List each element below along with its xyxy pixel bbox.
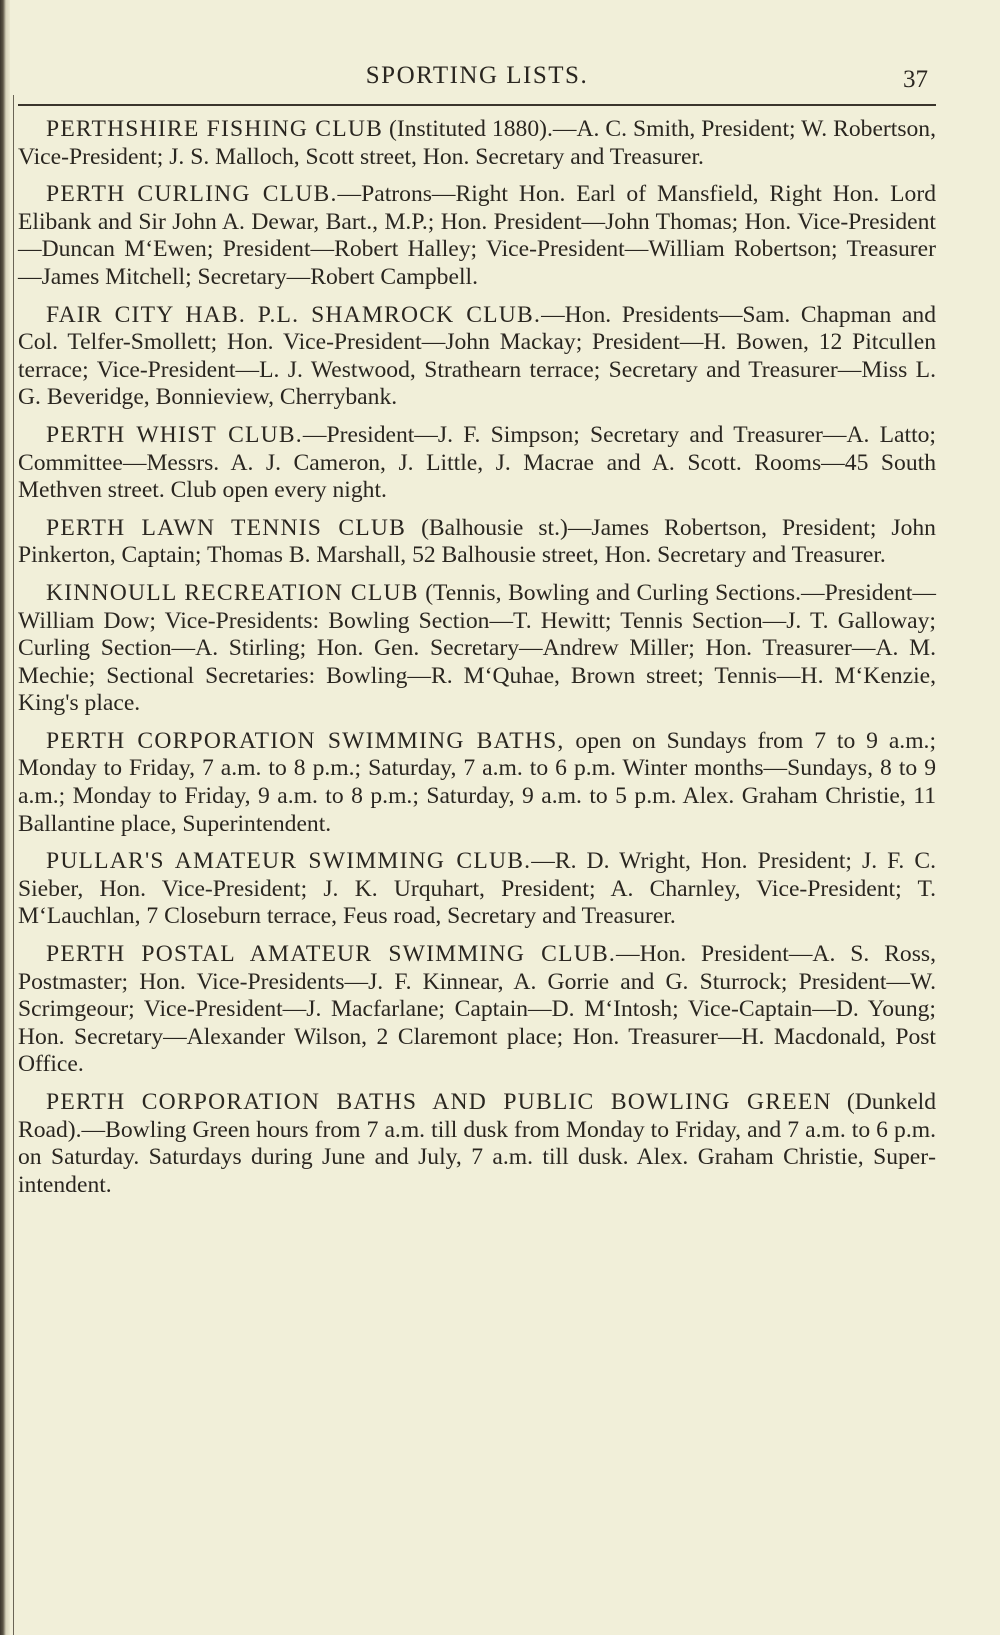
club-name: FAIR CITY HAB. P.L. SHAMROCK CLUB.	[46, 301, 542, 328]
club-details: open on Sundays from 7 to 9 a.m.; Monday to Friday, 7 a.m. to 8 p.m.; Saturday, 7 a.m. to 6 p.m. Winter months—Sundays, 8 to 9 a.m.; Monday to Friday, 9 a.m. to 8 p.m.; Saturday, 9 a.m. to 5 p.m. Alex. Graham Christie, 11 Ballantine place, Superintendent.	[18, 727, 936, 837]
club-entry-perth-lawn-tennis	[18, 515, 936, 570]
club-details: —Patrons—Right Hon. Earl of Mansfield, Right Hon. Lord Elibank and Sir John A. Dewar, Bart., M.P.; Hon. President—John Thomas; Hon. Vice-President—Duncan M‘Ewen; President—Robert Halley; Vice-President—William Robertson; Treasurer—James Mitchell; Secretary—Robert Campbell.	[18, 181, 936, 290]
running-title: SPORTING LISTS.	[365, 62, 589, 89]
club-entry-fair-city-shamrock	[18, 302, 936, 412]
club-name: PERTH CORPORATION SWIMMING BATHS,	[46, 727, 565, 754]
club-list	[18, 116, 936, 1209]
club-name: KINNOULL RECREATION CLUB	[46, 579, 419, 606]
club-details: —President—J. F. Simpson; Secretary and Treasurer—A. Latto; Committee—Messrs. A. J. Cameron, J. Little, J. Macrae and A. Scott. Rooms—45 South Methven street. Club open every night.	[18, 421, 936, 504]
club-entry-kinnoull-recreation	[18, 580, 936, 718]
club-details: (Dunkeld Road).—Bowling Green hours from 7 a.m. till dusk from Monday to Friday, and 7 a.m. to 6 p.m. on Saturday. Saturdays during June and July, 7 a.m. till dusk. Alex. Graham Christie, Superintendent.	[18, 1089, 937, 1198]
page-binding-edge	[0, 0, 10, 1635]
club-entry-postal-swimming	[18, 941, 936, 1079]
club-details: (Tennis, Bowling and Curling Sections.—President—William Dow; Vice-Presidents: Bowling Section—T. Hewitt; Tennis Section—J. T. Galloway; Curling Section—A. Stirling; Hon. Gen. Secretary—Andrew Miller; Hon. Treasurer—A. M. Mechie; Sectional Secretaries: Bowling—R. M‘Quhae, Brown street; Tennis—H. M‘Kenzie, King's place.	[18, 579, 936, 717]
club-name: PERTH POSTAL AMATEUR SWIMMING CLUB.	[46, 941, 616, 968]
club-entry-perthshire-fishing	[18, 116, 936, 171]
club-entry-corporation-baths-bowling	[18, 1089, 936, 1199]
club-name: PERTH WHIST CLUB.	[46, 421, 303, 448]
club-details: —R. D. Wright, Hon. President; J. F. C. Sieber, Hon. Vice-President; J. K. Urquhart, President; A. Charnley, Vice-President; T. M‘Lauchlan, 7 Closeburn terrace, Feus road, Secretary and Treasurer.	[18, 848, 936, 930]
running-head	[18, 62, 936, 102]
club-details: —Hon. Presidents—Sam. Chapman and Col. Telfer-Smollett; Hon. Vice-President—John Mackay; President—H. Bowen, 12 Pitcullen terrace; Vice-President—L. J. Westwood, Strathearn terrace; Secretary and Treasurer—Miss L. G. Beveridge, Bonnieview, Cherrybank.	[18, 301, 936, 411]
club-entry-perth-whist	[18, 422, 936, 505]
club-name: PULLAR'S AMATEUR SWIMMING CLUB.	[46, 848, 532, 875]
club-entry-corporation-swimming-baths	[18, 728, 936, 838]
club-details: —Hon. President—A. S. Ross, Postmaster; Hon. Vice-Presidents—J. F. Kinnear, A. Gorrie and G. Sturrock; President—W. Scrimgeour; Vice-President—J. Macfarlane; Captain—D. M‘Intosh; Vice-Captain—D. Young; Hon. Secretary—Alexander Wilson, 2 Claremont place; Hon. Treasurer—H. Macdonald, Post Office.	[18, 941, 936, 1078]
club-name: PERTH CORPORATION BATHS AND PUBLIC BOWLING GREEN	[46, 1089, 832, 1115]
club-details: (Balhousie st.)—James Robertson, President; John Pinkerton, Captain; Thomas B. Marshall, 52 Balhousie street, Hon. Secretary and Treasurer.	[18, 514, 936, 569]
club-entry-pullars-swimming	[18, 848, 936, 931]
club-name: PERTH CURLING CLUB.	[46, 181, 338, 208]
page-number: 37	[903, 66, 928, 93]
club-name: PERTH LAWN TENNIS CLUB	[46, 514, 407, 541]
club-entry-perth-curling	[18, 181, 936, 291]
club-details: (Instituted 1880).—A. C. Smith, President; W. Robertson, Vice-President; J. S. Malloch, Scott street, Hon. Secretary and Treasurer.	[18, 116, 936, 170]
page-margin-line	[13, 95, 14, 1635]
header-rule	[18, 104, 936, 106]
club-name: PERTHSHIRE FISHING CLUB	[46, 116, 384, 142]
